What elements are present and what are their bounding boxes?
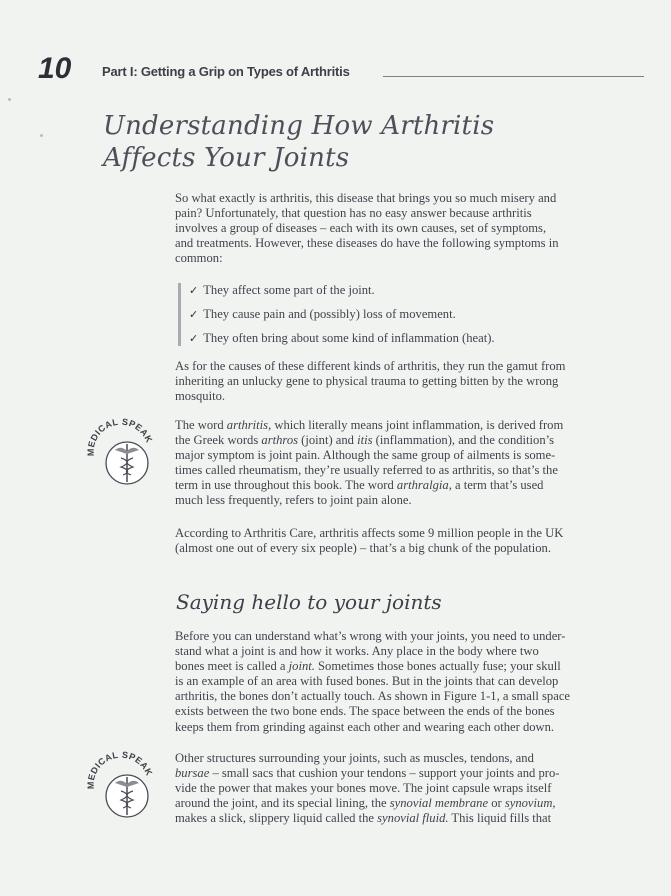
header-rule xyxy=(383,76,644,77)
text-run: makes a slick, slippery liquid called the xyxy=(175,811,378,826)
paper-speck xyxy=(40,134,43,137)
text-line: mosquito. xyxy=(175,389,226,404)
list-item xyxy=(189,283,649,298)
text-run: , a term that’s used xyxy=(448,478,544,493)
text-line: much less frequently, refers to joint pain alone. xyxy=(175,493,412,508)
list-item-text: They affect some part of the joint. xyxy=(203,283,375,297)
text-line: According to Arthritis Care, arthritis affects some 9 million people in the UK xyxy=(175,526,564,540)
text-line: So what exactly is arthritis, this disease that brings you so much misery and xyxy=(175,191,557,205)
medical-speak-label: MEDICAL SPEAK xyxy=(86,751,155,790)
chapter-title-line-1: Understanding How Arthritis xyxy=(103,111,495,141)
medical-speak-icon xyxy=(86,418,156,488)
list-item xyxy=(189,307,649,322)
checkmark-icon: ✓ xyxy=(189,284,199,297)
causes-paragraph xyxy=(175,359,645,404)
text-line: exists between the two bone ends. The space between the ends of the bones xyxy=(175,704,555,719)
medical-speak-label: MEDICAL SPEAK xyxy=(86,418,155,457)
term-synovium: synovium, xyxy=(504,796,556,811)
text-run: or xyxy=(488,796,505,811)
text-line: stand what a joint is and how it works. Any place in the body where two xyxy=(175,644,539,659)
text-line: Before you can understand what’s wrong with your joints, you need to under- xyxy=(175,629,566,643)
text-line: pain? Unfortunately, that question has no easy answer because arthritis xyxy=(175,206,532,221)
text-run: bones meet is called a xyxy=(175,659,289,674)
list-item xyxy=(189,331,649,346)
list-item-text: They cause pain and (possibly) loss of movement. xyxy=(203,307,456,321)
text-line: vide the power that makes your bones move. The joint capsule wraps itself xyxy=(175,781,552,796)
joints-paragraph xyxy=(175,629,645,735)
term-arthros: arthros xyxy=(261,433,299,448)
text-run: Sometimes those bones actually fuse; your skull xyxy=(314,659,561,674)
text-line: Other structures surrounding your joints, such as muscles, tendons, and xyxy=(175,751,534,765)
text-run: , which literally means joint inflammation, is derived from xyxy=(268,418,564,432)
text-line: As for the causes of these different kinds of arthritis, they run the gamut from xyxy=(175,359,566,373)
section-title: Saying hello to your joints xyxy=(176,590,442,614)
text-line: involves a group of diseases – each with its own causes, set of symptoms, xyxy=(175,221,547,236)
text-line: (almost one out of every six people) – that’s a big chunk of the population. xyxy=(175,541,551,556)
term-joint: joint. xyxy=(288,659,315,674)
page-header xyxy=(38,54,644,84)
paper-speck xyxy=(8,98,11,101)
definition-paragraph xyxy=(175,418,645,509)
chapter-title-line-2: Affects Your Joints xyxy=(103,143,350,173)
term-synovial-fluid: synovial fluid. xyxy=(377,811,449,826)
text-line: arthritis, the bones don’t actually touch. As shown in Figure 1-1, a small space xyxy=(175,689,570,704)
list-item-text: They often bring about some kind of inflammation (heat). xyxy=(203,331,495,345)
term-arthritis: arthritis xyxy=(226,418,269,432)
checkmark-icon: ✓ xyxy=(189,332,199,345)
intro-paragraph xyxy=(175,191,645,266)
caduceus-icon xyxy=(86,418,156,488)
structures-paragraph xyxy=(175,751,645,826)
text-run: The word xyxy=(175,418,227,432)
text-line: is an example of an area with fused bones. But in the joints that can develop xyxy=(175,674,559,689)
symptom-list xyxy=(178,283,649,346)
text-run: term in use throughout this book. The word xyxy=(175,478,397,493)
text-line: keeps them from grinding against each other and wearing each other down. xyxy=(175,719,555,734)
running-head: Part I: Getting a Grip on Types of Arthritis xyxy=(102,64,350,79)
caduceus-icon xyxy=(86,751,156,821)
text-run: (joint) and xyxy=(298,433,358,448)
page-number: 10 xyxy=(38,52,72,85)
statistic-paragraph xyxy=(175,526,645,556)
text-run: – small sacs that cushion your tendons – support your joints and pro- xyxy=(209,766,560,781)
term-bursae: bursae xyxy=(175,766,210,781)
text-run: This liquid fills that xyxy=(448,811,552,826)
text-line: major symptom is joint pain. Although the same group of ailments is some- xyxy=(175,448,556,463)
text-line: and treatments. However, these diseases do have the following symptoms in xyxy=(175,236,559,251)
chapter-title xyxy=(103,110,494,174)
text-line: common: xyxy=(175,251,223,266)
text-line: inheriting an unlucky gene to physical trauma to getting bitten by the wrong xyxy=(175,374,559,389)
term-synovial-membrane: synovial membrane xyxy=(389,796,489,811)
term-arthralgia: arthralgia xyxy=(396,478,449,493)
text-run: (inflammation), and the condition’s xyxy=(372,433,555,448)
text-run: around the joint, and its special lining, the xyxy=(175,796,390,811)
text-line: times called rheumatism, they’re usually referred to as arthritis, so that’s the xyxy=(175,463,558,478)
checkmark-icon: ✓ xyxy=(189,308,199,321)
medical-speak-icon xyxy=(86,751,156,821)
text-run: the Greek words xyxy=(175,433,262,448)
term-itis: itis xyxy=(357,433,373,448)
